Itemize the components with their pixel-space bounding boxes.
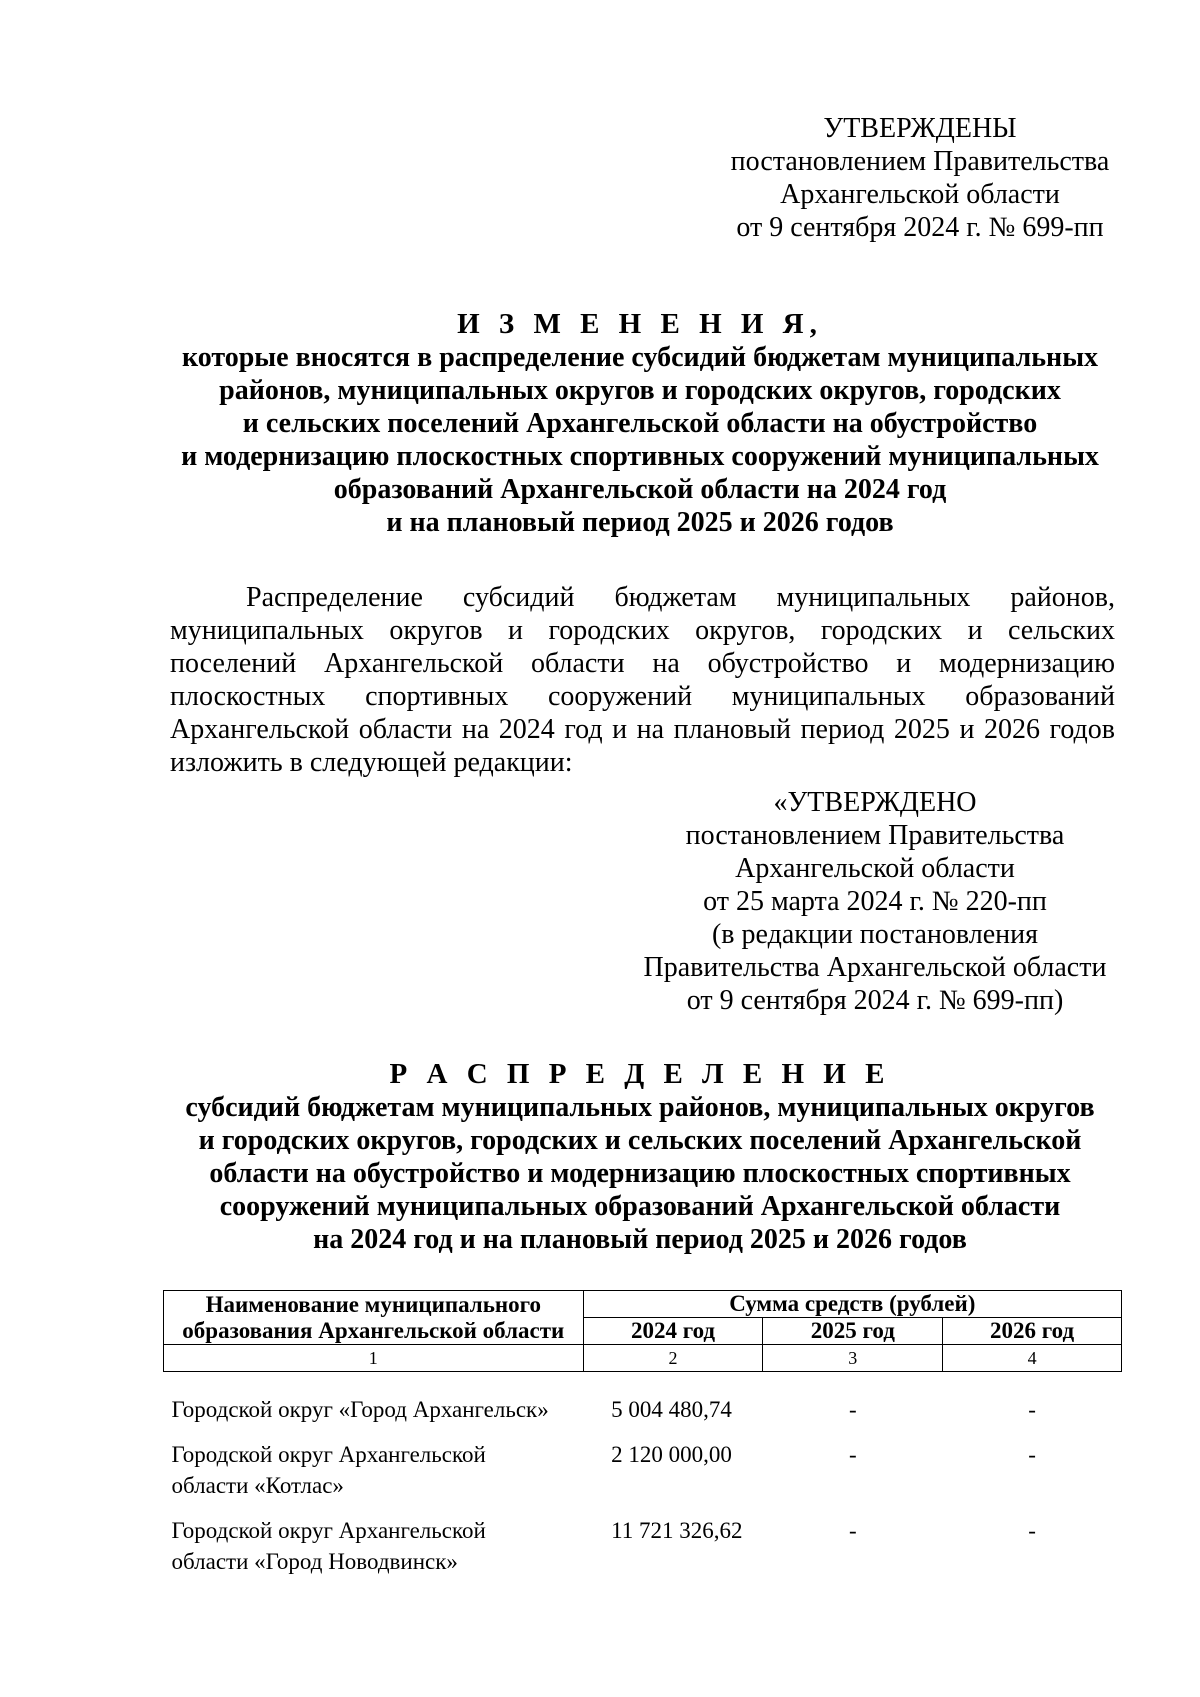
amount-2026: - [1028,1518,1036,1543]
municipality-name-line: области «Котлас» [171,1473,344,1498]
approval-line: (в редакции постановления [711,919,1039,950]
paragraph-line: плоскостных спортивных сооружений муниципальных образований [170,681,1115,712]
approval-title: «УТВЕРЖДЕНО [773,787,977,818]
distribution-subtitle-line: на 2024 год и на плановый период 2025 и 2026 годов [313,1224,967,1255]
approval-stamp-top [700,112,1140,244]
table-row [164,1515,1122,1591]
changes-subtitle-line: которые вносятся в распределение субсидий бюджетам муниципальных [181,342,1099,373]
approval-line: Архангельской области [735,853,1015,884]
distribution-subtitle-line: и городских округов, городских и сельских поселений Архангельской [198,1125,1082,1156]
changes-heading: И З М Е Н Е Н И Я, [457,308,823,340]
amount-2025: - [848,1442,857,1467]
header-year: 2024 год [583,1318,763,1345]
amount-2026: - [1028,1397,1036,1422]
distribution-subtitle-line: области на обустройство и модернизацию плоскостных спортивных [209,1158,1071,1189]
paragraph-line: Архангельской области на 2024 год и на плановый период 2025 и 2026 годов [170,714,1115,745]
paragraph-line: муниципальных округов и городских округов, городских и сельских [170,615,1115,646]
approval-line: Архангельской области [780,179,1060,210]
amount-2024: 11 721 326,62 [611,1518,743,1543]
header-year: 2025 год [763,1318,943,1345]
changes-subtitle-line: и на плановый период 2025 и 2026 годов [386,507,894,538]
column-number: 2 [583,1345,763,1372]
municipality-name-line: Городской округ Архангельской [171,1442,486,1467]
approval-stamp-inner [640,786,1110,1017]
distribution-title-block [160,1058,1120,1256]
amount-2024: 5 004 480,74 [611,1397,732,1422]
distribution-subtitle-line: сооружений муниципальных образований Архангельской области [219,1191,1061,1222]
amount-2026: - [1028,1442,1036,1467]
column-number: 3 [763,1345,943,1372]
intro-paragraph [170,581,1115,779]
amount-2024: 2 120 000,00 [611,1442,732,1467]
approval-line: постановлением Правительства [730,146,1110,177]
distribution-subtitle-line: субсидий бюджетам муниципальных районов, муниципальных округов [185,1092,1095,1123]
municipality-cell [164,1439,584,1515]
approval-line: постановлением Правительства [685,820,1065,851]
paragraph-line: изложить в следующей редакции: [170,747,573,778]
municipality-name-line: Городской округ Архангельской [171,1518,486,1543]
subsidy-table [163,1290,1122,1591]
changes-subtitle-line: образований Архангельской области на 2024 год [333,474,947,505]
amount-2025: - [848,1518,857,1543]
approval-date: от 25 марта 2024 г. № 220-пп [703,886,1047,917]
changes-title-block [160,308,1120,539]
paragraph-line: Распределение субсидий бюджетам муниципальных районов, [246,582,1115,613]
approval-title: УТВЕРЖДЕНЫ [823,113,1017,144]
column-number: 1 [164,1345,584,1372]
changes-subtitle-line: и модернизацию плоскостных спортивных сооружений муниципальных [181,441,1099,472]
amount-2025: - [848,1397,857,1422]
municipality-name-line: Городской округ «Город Архангельск» [171,1397,549,1422]
table-row [164,1439,1122,1515]
header-municipality-line: образования Архангельской области [182,1317,565,1343]
approval-date: от 9 сентября 2024 г. № 699-пп) [686,985,1064,1016]
table-row [164,1394,1122,1439]
changes-subtitle-line: и сельских поселений Архангельской области на обустройство [242,408,1038,439]
municipality-cell [164,1515,584,1591]
header-year: 2026 год [943,1318,1122,1345]
approval-date: от 9 сентября 2024 г. № 699-пп [736,212,1104,243]
municipality-cell [164,1394,584,1439]
approval-line: Правительства Архангельской области [643,952,1107,983]
header-sum: Сумма средств (рублей) [583,1291,1121,1318]
header-municipality-line: Наименование муниципального [205,1291,541,1317]
paragraph-line: поселений Архангельской области на обустройство и модернизацию [170,648,1115,679]
changes-subtitle-line: районов, муниципальных округов и городских округов, городских [219,375,1061,406]
column-number: 4 [943,1345,1122,1372]
municipality-name-line: области «Город Новодвинск» [171,1549,458,1574]
distribution-heading: Р А С П Р Е Д Е Л Е Н И Е [389,1058,891,1090]
header-municipality [164,1291,584,1345]
